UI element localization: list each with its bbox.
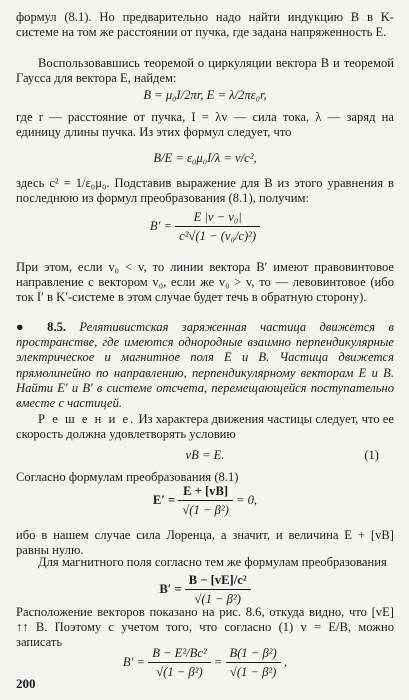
equation-2: B/E = ε₀μ₀I/λ = v/c², bbox=[153, 151, 257, 165]
problem-number: ● 8.5. bbox=[16, 320, 67, 334]
paragraph-2: Воспользовавшись теоремой о циркуляции вектора B и теоремой Гаусса для вектора E, найдем: bbox=[16, 56, 394, 86]
solution-text: Из характера движения частицы следует, что ее скорость должна удовлетворять условию bbox=[16, 412, 394, 442]
paragraph-11: Расположение векторов показано на рис. 8.6, откуда видно, что [vE] ↑↑ B. Поэтому с учетом того, что согласно (1) v = E/B, можно записать bbox=[16, 605, 394, 650]
equation-4-number: (1) bbox=[364, 448, 379, 462]
solution-paragraph bbox=[16, 412, 394, 442]
paragraph-8: Согласно формулам преобразования (8.1) bbox=[16, 470, 239, 484]
problem-8-5 bbox=[16, 320, 394, 411]
paragraph-4: здесь c² = 1/ε₀μ₀. Подставив выражение для B из этого уравнения в последнюю из формул преобразования (8.1), получим: bbox=[16, 176, 394, 206]
paragraph-5: При этом, если v₀ < v, то линии вектора B′ имеют правовинтовое направление с вектором v₀, если же v₀ > v, то — левовинтовое (ибо ток I′ в K′-системе в этом случае будет течь в обратную сторону). bbox=[16, 260, 394, 305]
problem-text: Релятивистская заряженная частица движется в пространстве, где имеются однородные взаимно перпендикулярные электрическое и магнитное поля E и B. Частица движется прямолинейно по направлению, перпендикулярному векторам E и B. Найти E′ и B′ в системе отсчета, перемещающейся поступательно вместе с частицей. bbox=[16, 320, 394, 411]
equation-3-fraction bbox=[175, 210, 260, 244]
equation-6-lhs: B′ = bbox=[159, 582, 182, 597]
equation-5-fraction bbox=[178, 484, 232, 518]
equation-5-denominator: √(1 − β²) bbox=[182, 503, 229, 518]
page-number: 200 bbox=[16, 676, 36, 691]
equation-7-denominator-1: √(1 − β²) bbox=[156, 665, 203, 680]
paragraph-9: ибо в нашем случае сила Лоренца, а значит, и величина E + [vB] равны нулю. bbox=[16, 528, 394, 558]
equation-7 bbox=[16, 646, 394, 686]
equation-5-numerator: E + [vB] bbox=[178, 484, 232, 501]
equation-5-rhs: = 0, bbox=[235, 493, 258, 508]
equation-5-lhs: E′ = bbox=[152, 493, 176, 508]
solution-heading: Р е ш е н и е. bbox=[38, 412, 136, 426]
equation-6-numerator: B − [vE]/c² bbox=[185, 573, 251, 590]
equation-7-numerator-2: B(1 − β²) bbox=[226, 646, 281, 663]
equation-3 bbox=[16, 210, 394, 250]
equation-1: B = μ₀I/2πr, E = λ/2πε₀r, bbox=[143, 88, 267, 102]
equation-5 bbox=[16, 484, 394, 524]
equation-3-lhs: B′ = bbox=[149, 219, 172, 234]
paragraph-3: где r — расстояние от пучка, I = λv — сила тока, λ — заряд на единицу длины пучка. Из этих формул следует, что bbox=[16, 110, 394, 140]
equation-7-denominator-2: √(1 − β²) bbox=[229, 665, 277, 680]
equation-7-fraction-1 bbox=[148, 646, 211, 680]
equation-4 bbox=[16, 448, 394, 463]
equation-7-end: , bbox=[283, 655, 288, 670]
equation-7-equals: = bbox=[213, 655, 223, 670]
equation-3-numerator: E |v − v₀| bbox=[175, 210, 260, 227]
equation-4-body: vB = E. bbox=[185, 448, 225, 462]
equation-7-numerator-1: B − E²/Bc² bbox=[148, 646, 211, 663]
paragraph-1: формул (8.1). Но предварительно надо найти индукцию B в K-системе на том же расстоянии от пучка, где задана напряженность E. bbox=[16, 10, 394, 40]
equation-7-fraction-2 bbox=[226, 646, 281, 680]
equation-3-denominator: c²√(1 − (v₀/c)²) bbox=[179, 229, 257, 244]
paragraph-10: Для магнитного поля согласно тем же формулам преобразования bbox=[38, 555, 387, 569]
equation-7-lhs: B′ = bbox=[122, 655, 146, 670]
equation-6-fraction bbox=[185, 573, 251, 607]
equation-6-denominator: √(1 − β²) bbox=[194, 592, 241, 607]
